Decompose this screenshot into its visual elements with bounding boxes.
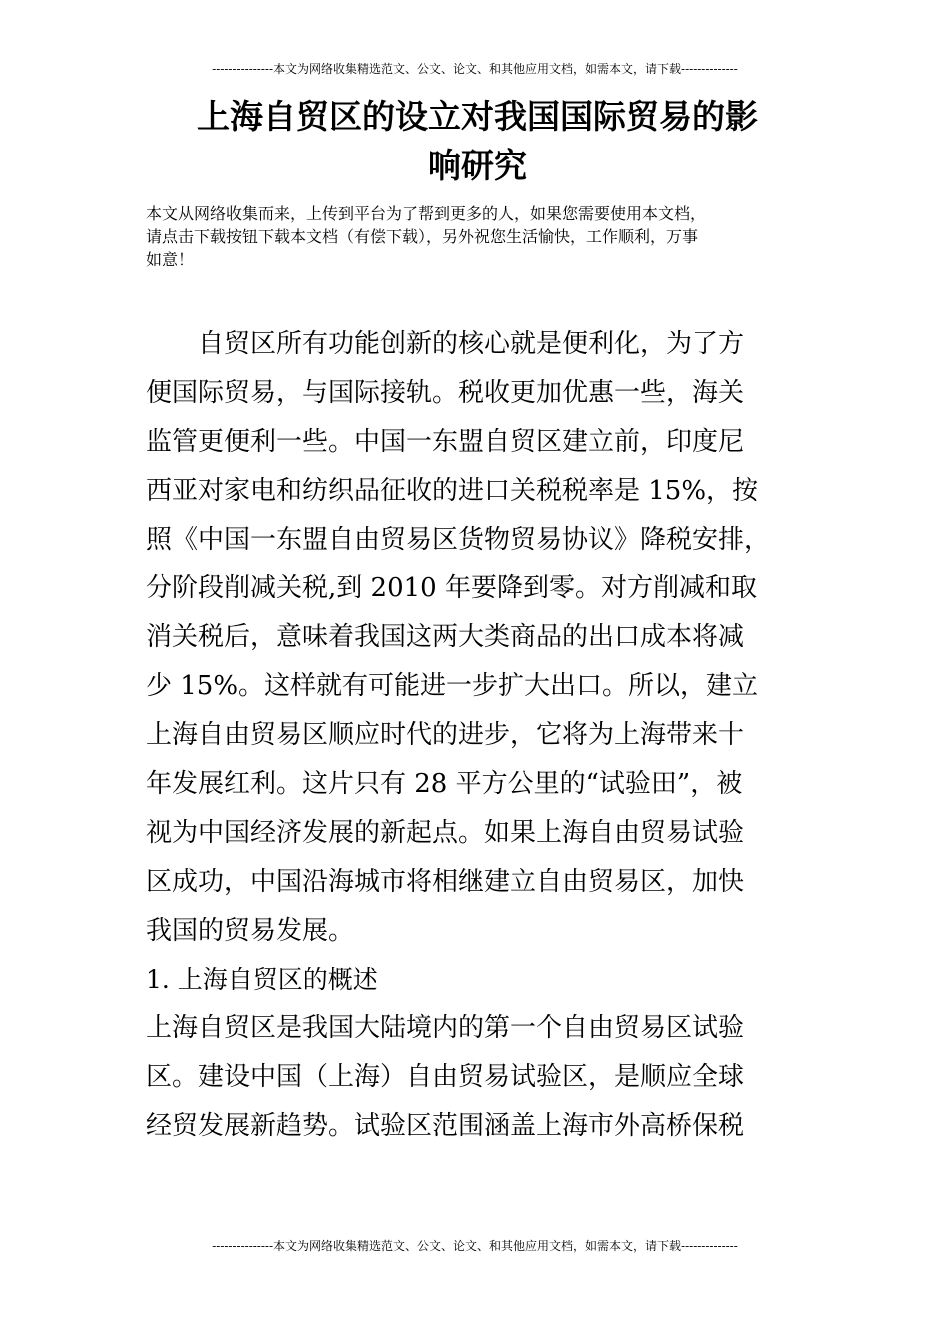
body-line: 照《中国一东盟自由贸易区货物贸易协议》降税安排， [146, 524, 771, 555]
intro-line-3: 如意！ [146, 250, 195, 269]
body-line: 监管更便利一些。中国一东盟自贸区建立前，印度尼 [146, 426, 745, 457]
body-line: 视为中国经济发展的新起点。如果上海自由贸易试验 [146, 817, 745, 848]
title-line-2: 响研究 [428, 146, 527, 185]
body-line: 我国的贸易发展。 [146, 915, 355, 946]
intro-note [146, 202, 806, 271]
body-line: 便国际贸易，与国际接轨。税收更加优惠一些，海关 [146, 377, 745, 408]
body-line: 自贸区所有功能创新的核心就是便利化，为了方 [146, 329, 745, 359]
title-line-1: 上海自贸区的设立对我国国际贸易的影 [197, 97, 758, 136]
body-line: 消关税后，意味着我国这两大类商品的出口成本将减 [146, 622, 745, 653]
body-line: 分阶段削减关税,到 2010 年要降到零。对方削减和取 [146, 573, 757, 604]
body-line: 区。建设中国（上海）自由贸易试验区，是顺应全球 [146, 1062, 745, 1093]
body-line: 西亚对家电和纺织品征收的进口关税税率是 15%，按 [146, 475, 759, 506]
body-line: 少 15%。这样就有可能进一步扩大出口。所以，建立 [146, 671, 759, 702]
body-line: 上海自贸区是我国大陆境内的第一个自由贸易区试验 [146, 1013, 745, 1044]
intro-line-1: 本文从网络收集而来，上传到平台为了帮到更多的人，如果您需要使用本文档， [146, 204, 707, 223]
document-title [150, 92, 805, 190]
body-line: 区成功，中国沿海城市将相继建立自由贸易区，加快 [146, 866, 745, 897]
body-line: 上海自由贸易区顺应时代的进步，它将为上海带来十 [146, 720, 745, 751]
section-heading: 1. 上海自贸区的概述 [146, 964, 378, 994]
page-footer-note: ---------------本文为网络收集精选范文、公文、论文、和其他应用文档，如需本文，请下载-------------- [212, 1239, 738, 1253]
body-line: 经贸发展新趋势。试验区范围涵盖上海市外高桥保税 [146, 1111, 745, 1142]
body-text [146, 320, 806, 1151]
intro-line-2: 请点击下载按钮下载本文档（有偿下载），另外祝您生活愉快，工作顺利，万事 [146, 227, 699, 246]
page-header-note: ---------------本文为网络收集精选范文、公文、论文、和其他应用文档，如需本文，请下载-------------- [212, 62, 738, 76]
body-line: 年发展红利。这片只有 28 平方公里的“试验田”，被 [146, 769, 743, 800]
